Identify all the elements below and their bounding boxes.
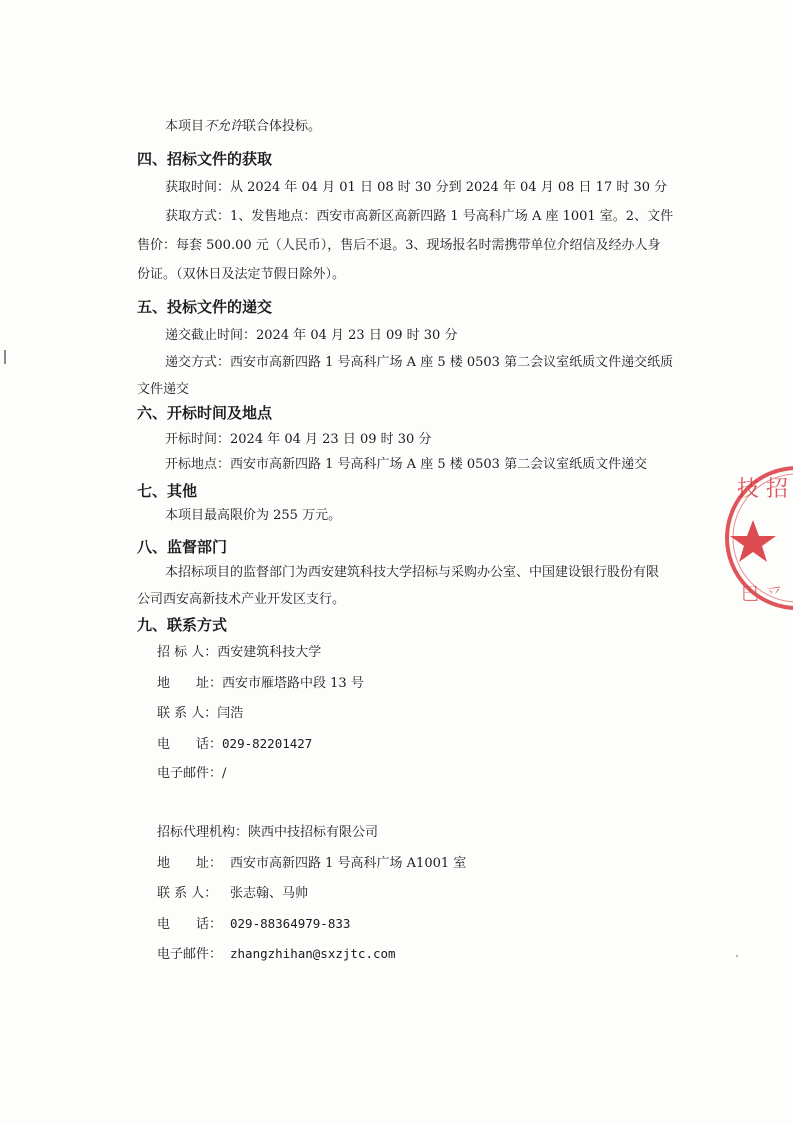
owner-address-row [157, 676, 364, 692]
section-5-deadline: 递交截止时间：2024 年 04 月 23 日 09 时 30 分 [165, 328, 458, 343]
joint-bid-italic: 不允许 [204, 119, 244, 134]
seal-text-top: 技 招 [737, 477, 788, 502]
section-7-heading: 七、其他 [137, 482, 198, 500]
agency-name-row [157, 825, 378, 841]
joint-bid-prefix: 本项目 [165, 119, 205, 134]
joint-bid-suffix: 联合体投标。 [243, 119, 322, 134]
section-8-text-line2: 公司西安高新技术产业开发区支行。 [137, 592, 346, 607]
agency-contact-value: 张志翰、马帅 [230, 886, 309, 901]
owner-address-value: 西安市雁塔路中段 13 号 [222, 676, 364, 691]
section-5-heading: 五、投标文件的递交 [137, 298, 273, 316]
section-6-time: 开标时间：2024 年 04 月 23 日 09 时 30 分 [165, 432, 432, 447]
section-6-place: 开标地点：西安市高新四路 1 号高科广场 A 座 5 楼 0503 第二会议室纸质文件递交 [165, 457, 648, 472]
section-7-text: 本项目最高限价为 255 万元。 [165, 508, 342, 523]
owner-email-label: 电子邮件： [157, 766, 223, 781]
seal-text-bottom: 巴 乊 [741, 584, 783, 605]
agency-phone-value: 029-88364979-833 [230, 916, 351, 931]
owner-email-row [157, 766, 226, 782]
agency-contact-label: 联 系 人： [157, 886, 218, 901]
agency-email-value: zhangzhihan@sxzjtc.com [230, 946, 396, 961]
owner-name-label: 招 标 人： [157, 645, 218, 660]
seal-star-icon [730, 520, 776, 562]
section-8-heading: 八、监督部门 [137, 538, 228, 556]
section-6-heading: 六、开标时间及地点 [137, 404, 273, 422]
scan-speck [736, 955, 738, 957]
agency-name-value: 陕西中技招标有限公司 [248, 825, 379, 840]
joint-bid-statement [165, 119, 321, 135]
owner-name-value: 西安建筑科技大学 [217, 645, 322, 660]
section-4-time: 获取时间：从 2024 年 04 月 01 日 08 时 30 分到 2024 年 04 月 08 日 17 时 30 分 [165, 180, 668, 195]
owner-phone-row [157, 736, 312, 753]
agency-email-row [157, 946, 396, 963]
agency-phone-label: 电 话： [157, 917, 223, 932]
owner-email-value: / [222, 766, 227, 781]
owner-phone-label: 电 话： [157, 737, 223, 752]
section-4-method-line1: 获取方式：1、发售地点：西安市高新区高新四路 1 号高科广场 A 座 1001 室。2、文件 [165, 209, 674, 224]
company-seal-stamp [715, 458, 793, 618]
owner-phone-value: 029-82201427 [222, 736, 313, 751]
agency-address-value: 西安市高新四路 1 号高科广场 A1001 室 [230, 856, 467, 871]
section-4-method-line3: 份证。（双休日及法定节假日除外）。 [137, 267, 346, 282]
section-8-text-line1: 本招标项目的监督部门为西安建筑科技大学招标与采购办公室、中国建设银行股份有限 [165, 565, 660, 580]
agency-address-row [157, 856, 466, 872]
agency-name-label: 招标代理机构： [157, 825, 249, 840]
section-5-method-line1: 递交方式：西安市高新四路 1 号高科广场 A 座 5 楼 0503 第二会议室纸质文件递交纸质 [165, 355, 674, 370]
agency-address-label: 地 址： [157, 856, 223, 871]
agency-phone-row [157, 916, 350, 933]
owner-contact-value: 闫浩 [217, 706, 244, 721]
section-4-heading: 四、招标文件的获取 [137, 150, 273, 168]
owner-address-label: 地 址： [157, 676, 223, 691]
section-4-method-line2: 售价：每套 500.00 元（人民币），售后不退。3、现场报名时需携带单位介绍信及经办人身 [137, 238, 661, 253]
owner-name-row [157, 645, 321, 661]
owner-contact-row [157, 706, 243, 722]
agency-email-label: 电子邮件： [157, 947, 223, 962]
binding-margin-mark [4, 350, 6, 364]
section-9-heading: 九、联系方式 [137, 616, 228, 634]
agency-contact-row [157, 886, 308, 902]
section-5-method-line2: 文件递交 [137, 382, 190, 397]
owner-contact-label: 联 系 人： [157, 706, 218, 721]
